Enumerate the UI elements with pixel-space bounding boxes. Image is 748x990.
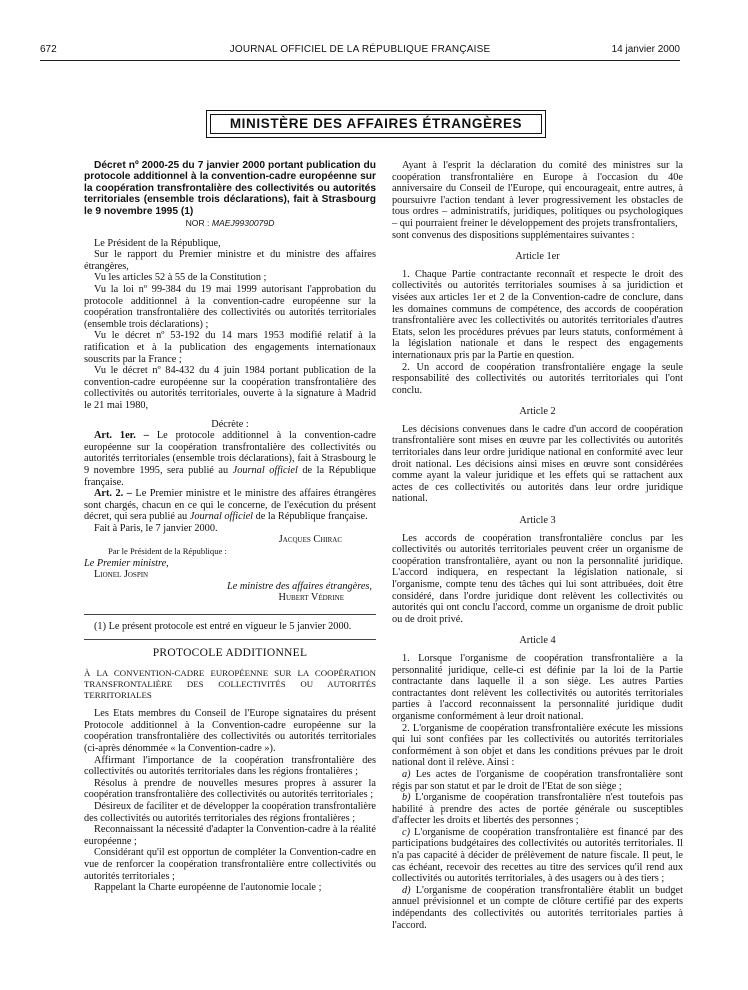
preamble-paragraph: Rappelant la Charte européenne de l'autonomie locale ; <box>94 882 322 894</box>
article-paragraph: 2. L'organisme de coopération transfrontalière exécute les missions qui lui sont confiées par les collectivités ou autorités territoriales conformément à son objet et dans les conditions prévues par le droit national dont il relève. Ainsi : <box>392 722 683 769</box>
president-line: Le Président de la République, <box>94 237 221 249</box>
item-label: d) <box>402 884 411 896</box>
preamble-paragraph: Ayant à l'esprit la déclaration du comité des ministres sur la coopération transfrontalière en Europe à l'occasion du 40e anniversaire du Conseil de l'Europe, qui encourageait, entre autres, à poursuivre l'action tendant à lever progressivement les obstacles de tous ordres – administratifs, juridiques, politiques ou psychologiques – qui pourraient freiner le développement des projets transfrontaliers, <box>392 160 683 229</box>
visa-paragraph: Sur le rapport du Premier ministre et du ministre des affaires étrangères, <box>84 249 376 272</box>
visa-paragraph: Vu le décret nº 53-192 du 14 mars 1953 modifié relatif à la ratification et à la publication des engagements internationaux souscrits par la France ; <box>84 330 376 365</box>
visa-paragraph: Vu le décret nº 84-432 du 4 juin 1984 portant publication de la convention-cadre européenne sur la coopération transfrontalière des collectivités ou autorités territoriales, ouverte à la signature à Madrid le 21 mai 1980, <box>84 365 376 411</box>
article-paragraph: 2. Un accord de coopération transfrontalière engage la seule responsabilité des collectivités ou autorités territoriales qui l'ont conclu. <box>392 361 683 396</box>
article-item: b) L'organisme de coopération transfrontalière n'est toutefois pas habilité à prendre des actes de portée générale ou susceptibles d'affecter les droits et libertés des personnes ; <box>392 792 683 827</box>
footnote: (1) Le présent protocole est entré en vigueur le 5 janvier 2000. <box>94 621 352 633</box>
footnote-rule <box>84 614 376 615</box>
ministry-title: MINISTÈRE DES AFFAIRES ÉTRANGÈRES <box>210 114 542 134</box>
protocol-subtitle: À LA CONVENTION-CADRE EUROPÉENNE SUR LA COOPÉRATION TRANSFRONTALIÈRE DES COLLECTIVITÉS OU AUTORITÉS TERRITORIALES <box>84 668 376 701</box>
preamble-paragraph: Les Etats membres du Conseil de l'Europe signataires du présent Protocole additionnel à la Convention-cadre européenne sur la coopération transfrontalière des collectivités ou autorités territoriales (ci-après dénommée « la Convention-cadre »). <box>84 708 376 754</box>
left-column <box>84 160 376 894</box>
item-label: c) <box>402 826 410 838</box>
article-paragraph: 1. Chaque Partie contractante reconnaît et respecte le droit des collectivités ou autorités territoriales soumises à sa juridiction et visées aux articles 1er et 2 de la Convention-cadre de conclure, dans les domaines communs de compétence, des accords de coopération transfrontalière avec les collectivités ou autorités territoriales d'autres Etats, selon les procédures prévues par leurs statuts, conformément à la législation nationale et dans le respect des engagements internationaux pris par la Partie en question. <box>392 268 683 361</box>
convenus-line: sont convenus des dispositions supplémentaires suivantes : <box>392 229 635 241</box>
decree-article-1: Art. 1er. – Le protocole additionnel à la convention-cadre européenne sur la coopération transfrontalière des collectivités ou autorités territoriales (ensemble trois déclarations), fait à Strasbourg le 9 novembre 1995, sera publié au Journal officiel de la République française. <box>84 430 377 488</box>
decrete-heading: Décrète : <box>211 418 249 430</box>
preamble-paragraph: Résolus à prendre de nouvelles mesures propres à assurer la coopération transfrontalière des collectivités ou autorités territoriales ; <box>84 777 376 801</box>
issue-date: 14 janvier 2000 <box>611 44 680 55</box>
article-paragraph: 1. Lorsque l'organisme de coopération transfrontalière a la personnalité juridique, celle-ci est définie par la loi de la Partie contractante dans laquelle il a son siège. Les autres Parties contractantes dont relèvent les collectivités ou autorités territoriales parties à l'accord reconnaissent la personnalité juridique dudit organisme conformément à leur droit national. <box>392 652 683 722</box>
article-heading: Article 1er <box>515 251 560 263</box>
par-le-president: Par le Président de la République : <box>108 546 227 557</box>
visa-paragraph: Vu les articles 52 à 55 de la Constitution ; <box>94 272 267 284</box>
page-number: 672 <box>40 44 57 55</box>
right-column <box>392 160 683 931</box>
running-header <box>40 44 680 58</box>
header-rule <box>40 60 680 61</box>
pm-title: Le Premier ministre, <box>84 557 169 569</box>
art1-label: Art. 1er. – <box>94 430 149 442</box>
article-item: d) L'organisme de coopération transfrontalière établit un budget annuel prévisionnel et un compte de clôture certifié par des experts indépendants des collectivités ou autorités territoriales parties à l'accord. <box>392 884 683 931</box>
item-label: a) <box>402 768 411 780</box>
preamble-paragraph: Considérant qu'il est opportun de compléter la Convention-cadre en vue de renforcer la coopération transfrontalière entre collectivités ou autorités territoriales ; <box>84 847 376 882</box>
item-label: b) <box>402 792 411 804</box>
article-item: a) Les actes de l'organisme de coopération transfrontalière sont régis par son statut et par le droit de l'Etat de son siège ; <box>392 768 683 792</box>
minister-name: Hubert Védrine <box>278 592 344 604</box>
protocol-title: PROTOCOLE ADDITIONNEL <box>152 646 308 659</box>
journal-title: JOURNAL OFFICIEL DE LA RÉPUBLIQUE FRANÇAISE <box>229 44 491 55</box>
preamble-paragraph: Désireux de faciliter et de développer la coopération transfrontalière des collectivités ou autorités territoriales des régions frontalières ; <box>84 800 376 824</box>
article-paragraph: Les accords de coopération transfrontalière conclus par les collectivités ou autorités territoriales peuvent créer un organisme de coopération transfrontalière, ayant ou non la personnalité juridique. L'accord indiquera, en respectant la législation nationale, si l'organisme, compte tenu des tâches qui lui sont attribuées, doit être considéré, dans l'ordre juridique dont relèvent les collectivités ou autorités qui ont conclu l'accord, comme un organisme de droit public ou de droit privé. <box>392 532 683 625</box>
minister-title: Le ministre des affaires étrangères, <box>226 580 372 592</box>
decree-article-2: Art. 2. – Le Premier ministre et le ministre des affaires étrangères sont chargés, chacun en ce qui le concerne, de l'exécution du présent décret, qui sera publié au Journal officiel de la République française. <box>84 488 377 523</box>
nor-line <box>84 218 376 230</box>
article-heading: Article 3 <box>519 515 556 527</box>
preamble-paragraph: Reconnaissant la nécessité d'adapter la Convention-cadre à la réalité européenne ; <box>84 824 376 847</box>
signature-president: Jacques Chirac <box>278 534 342 546</box>
article-heading: Article 2 <box>519 406 556 418</box>
preamble-paragraph: Affirmant l'importance de la coopération transfrontalière des collectivités ou autorités territoriales dans les régions frontalières ; <box>84 754 376 778</box>
visa-paragraph: Vu la loi nº 99-384 du 19 mai 1999 autorisant l'approbation du protocole additionnel à la convention-cadre européenne sur la coopération transfrontalière des collectivités ou autorités territoriales (ensemble trois déclarations) ; <box>84 284 376 330</box>
ministry-box <box>206 110 546 138</box>
fait-line: Fait à Paris, le 7 janvier 2000. <box>94 522 218 534</box>
article-item: c) L'organisme de coopération transfrontalière est financé par des participations budgétaires des collectivités ou autorités territoriales. Il n'a pas capacité à décider de prélèvement de nature fiscale. Il peut, le cas échéant, recevoir des recettes au titre des services qu'il rend aux collectivités ou autorités territoriales, à des usagers ou à des tiers ; <box>392 826 683 885</box>
art2-label: Art. 2. – <box>94 488 132 500</box>
pm-name: Lionel Jospin <box>94 569 149 581</box>
footnote-rule <box>84 639 376 640</box>
nor-label: NOR : <box>185 218 210 229</box>
decree-title: Décret nº 2000-25 du 7 janvier 2000 portant publication du protocole additionnel à la convention-cadre européenne sur la coopération transfrontalière des collectivités ou autorités territoriales (ensemble trois déclarations), fait à Strasbourg le 9 novembre 1995 (1) <box>84 160 376 217</box>
article-paragraph: Les décisions convenues dans le cadre d'un accord de coopération transfrontalière sont mises en œuvre par les collectivités ou autorités territoriales dans leur ordre juridique national en conformité avec leur droit national. Les décisions ainsi mises en œuvre sont considérées comme ayant la valeur juridique et les effets qui se rattachent aux actes de ces collectivités ou autorités dans leur ordre juridique national. <box>392 423 683 505</box>
nor-code: MAEJ9930079D <box>211 218 275 229</box>
article-heading: Article 4 <box>519 635 556 647</box>
